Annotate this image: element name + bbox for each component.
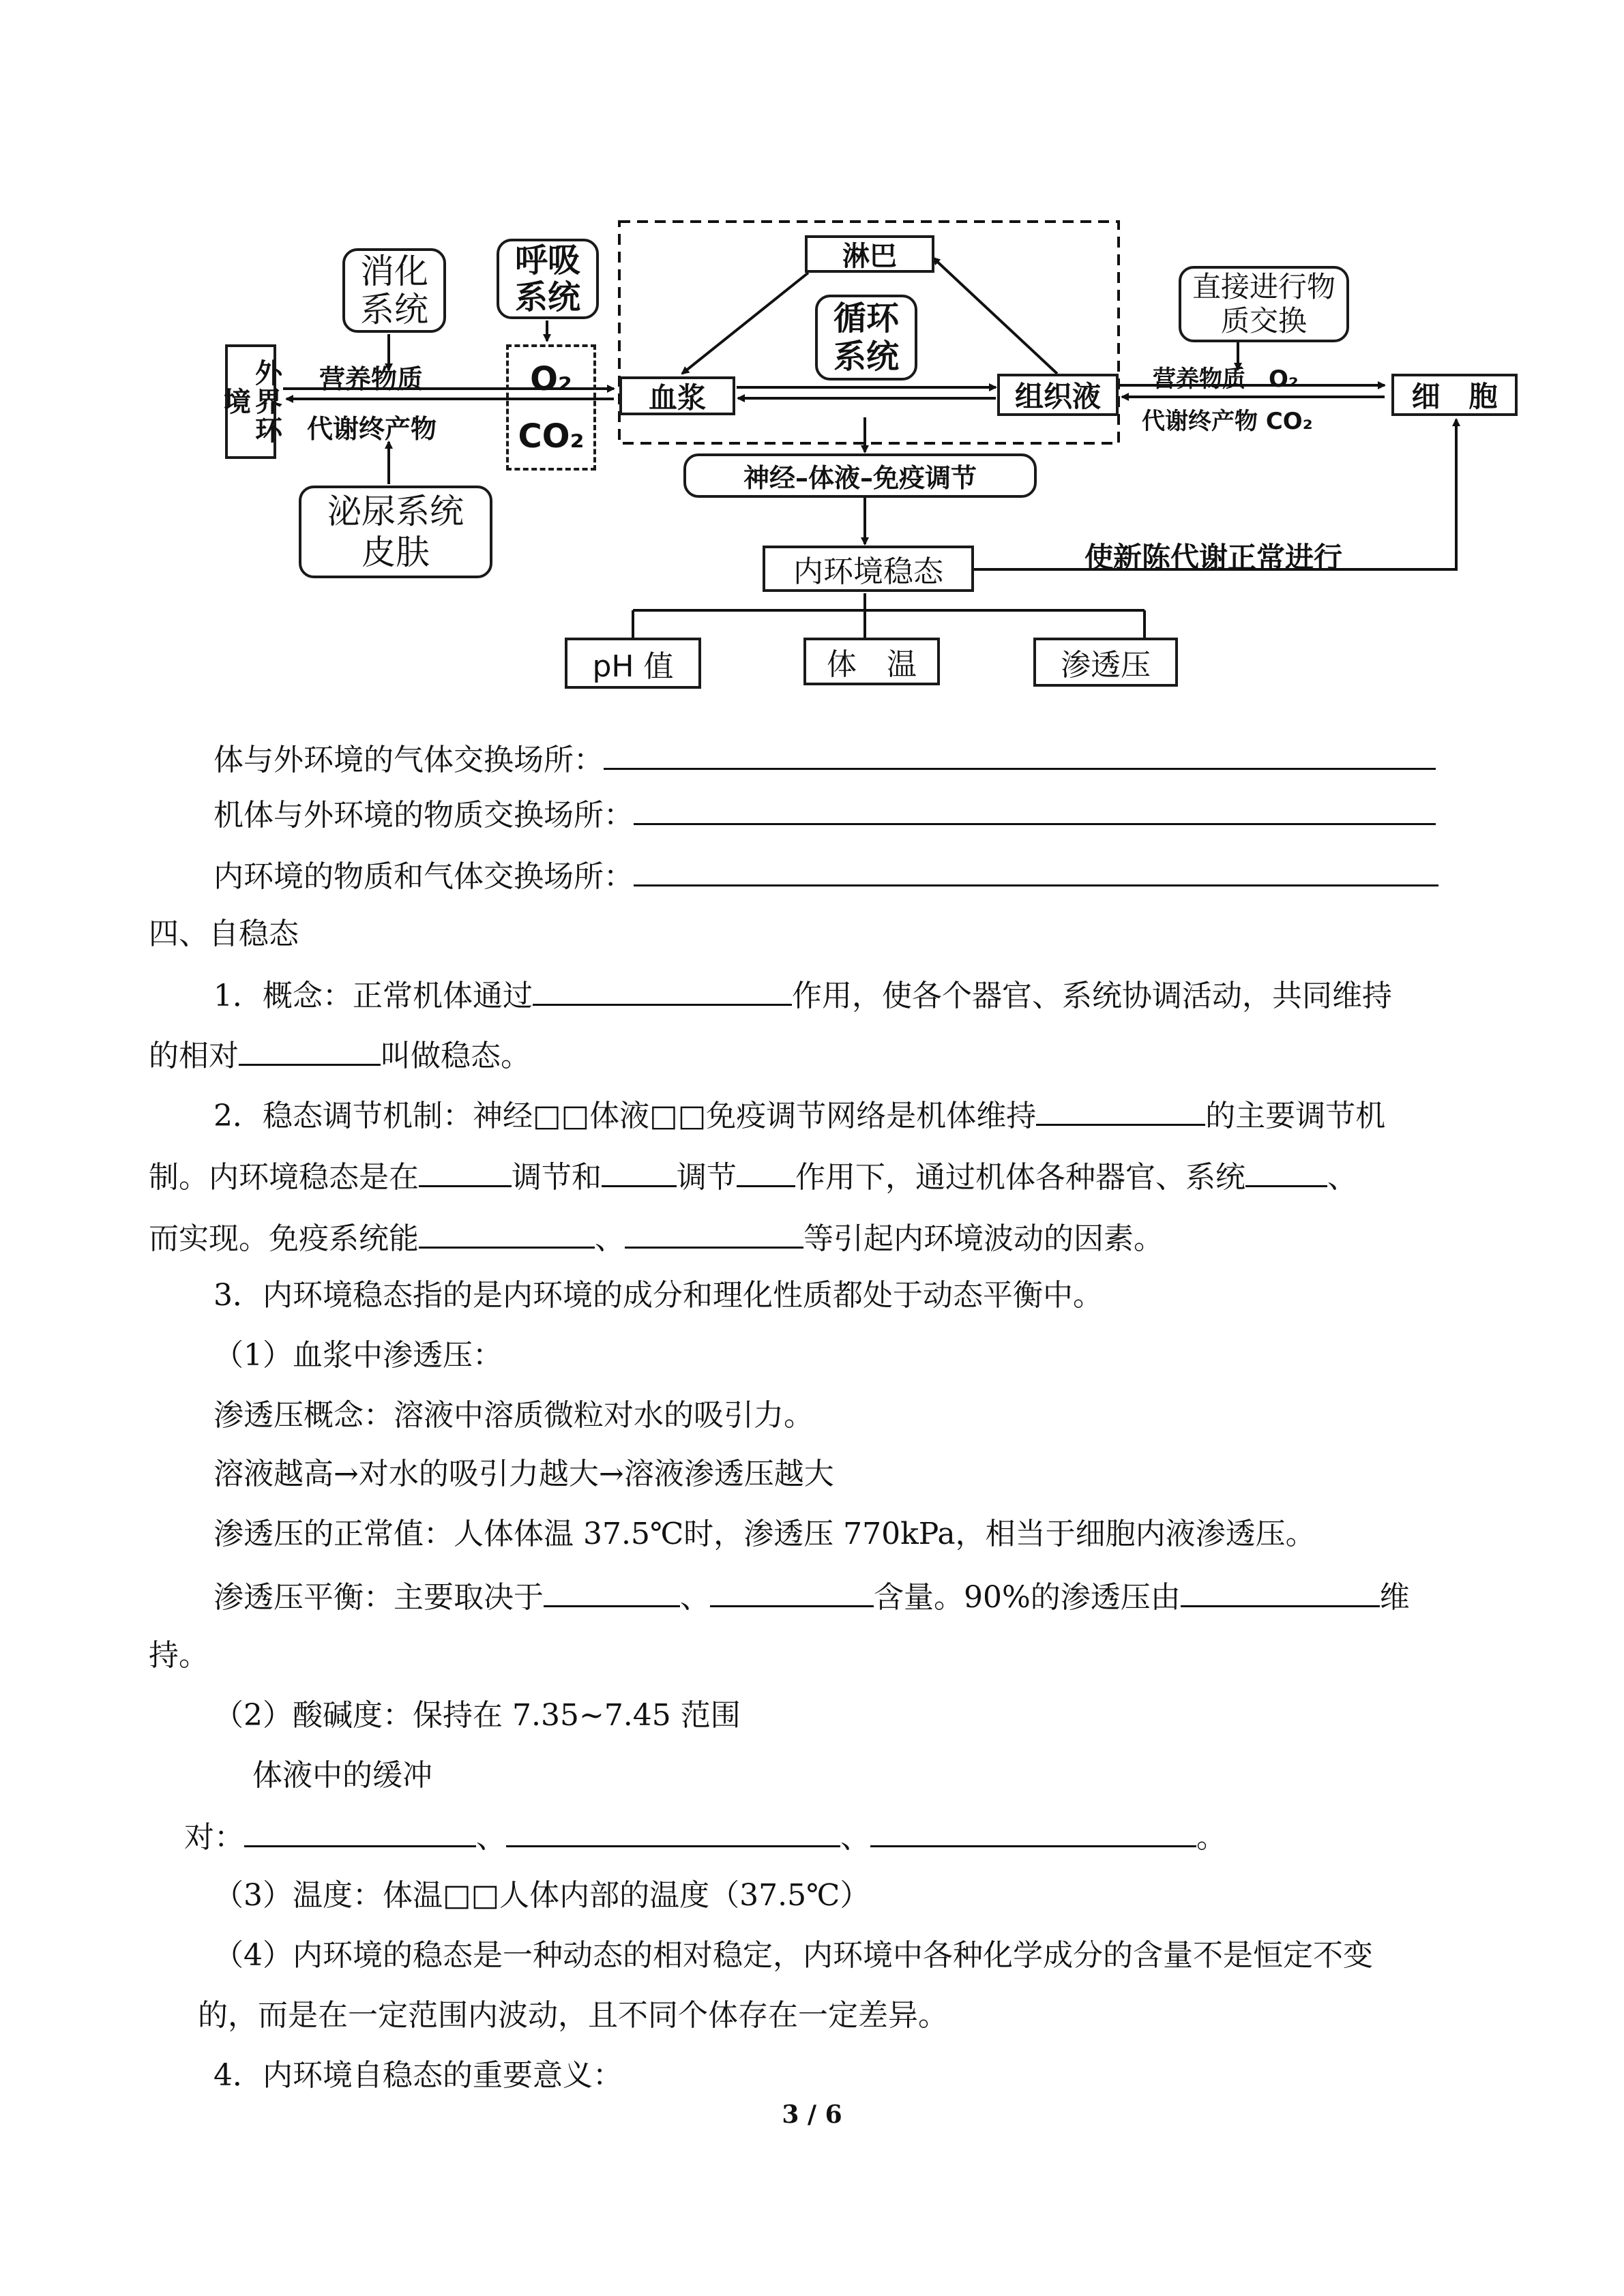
homeostasis-label: 内环境稳态	[793, 554, 943, 589]
dynamic-stability-line1: （4）内环境的稳态是一种动态的相对稳定，内环境中各种化学成分的含量不是恒定不变	[213, 1938, 1373, 1973]
answer-blank[interactable]	[1245, 1155, 1327, 1187]
line-internal-exchange	[213, 854, 1438, 897]
answer-blank[interactable]	[506, 1815, 840, 1847]
digestive-system-box	[342, 248, 446, 333]
buffer-pairs-line: 对： 、 、 。	[184, 1815, 1226, 1858]
lymph-box	[805, 235, 934, 273]
line-gas-exchange	[213, 738, 1436, 781]
regulation-label: 神经–体液–免疫调节	[743, 463, 977, 493]
ph-line: （2）酸碱度：保持在 7.35~7.45 范围	[213, 1698, 741, 1733]
plasma-label: 血浆	[648, 381, 706, 415]
answer-blank[interactable]	[634, 793, 1436, 825]
answer-blank[interactable]	[1181, 1575, 1380, 1607]
osmotic-chain-line: 溶液越高→对水的吸引力越大→溶液渗透压越大	[213, 1457, 834, 1491]
answer-blank[interactable]	[870, 1815, 1196, 1847]
answer-blank[interactable]	[419, 1217, 595, 1249]
urinary-system-label: 泌尿系统	[327, 492, 464, 531]
digestive-system-label: 消化系统	[360, 252, 428, 329]
ph-box	[565, 638, 701, 689]
circulatory-system-label: 循环系统	[833, 299, 899, 376]
external-environment-label: 外界环境	[219, 359, 282, 445]
dynamic-stability-line2: 的，而是在一定范围内波动，且不同个体存在一定差异。	[198, 1998, 948, 2033]
answer-blank[interactable]	[533, 974, 792, 1006]
page-number: 3 / 6	[782, 2100, 842, 2129]
answer-blank[interactable]	[625, 1217, 803, 1249]
cell-box	[1391, 374, 1518, 416]
concept-paragraph-line2: 的相对 叫做稳态。	[149, 1034, 531, 1077]
osmotic-heading: （1）血浆中渗透压：	[213, 1338, 503, 1373]
answer-blank[interactable]	[602, 1155, 677, 1187]
co2-label: CO₂	[518, 417, 585, 456]
temperature-box	[803, 638, 940, 685]
cell-label: 细 胞	[1411, 380, 1498, 413]
answer-blank[interactable]	[419, 1155, 512, 1187]
gas-box	[506, 344, 596, 471]
significance-line: 4．内环境自稳态的重要意义：	[213, 2058, 623, 2093]
circulatory-system-box	[815, 295, 917, 381]
answer-blank[interactable]	[244, 1815, 476, 1847]
answer-blank[interactable]	[604, 738, 1436, 770]
temperature-label: 体 温	[827, 647, 917, 682]
answer-blank[interactable]	[737, 1155, 795, 1187]
mechanism-paragraph-line3: 而实现。免疫系统能 、 等引起内环境波动的因素。	[149, 1217, 1164, 1259]
external-environment-box	[219, 344, 282, 459]
section-heading: 四、自稳态	[149, 916, 299, 951]
answer-blank[interactable]	[634, 854, 1438, 886]
respiratory-system-label: 呼吸系统	[514, 241, 580, 316]
osmotic-normal-line: 渗透压的正常值：人体体温 37.5℃时，渗透压 770kPa，相当于细胞内液渗透压。	[213, 1517, 1316, 1551]
waste-right-label: 代谢终产物 CO₂	[1142, 408, 1313, 435]
buffer-line: 体液中的缓冲	[252, 1758, 432, 1793]
ph-label: pH 值	[592, 648, 674, 684]
dynamic-balance-line: 3．内环境稳态指的是内环境的成分和理化性质都处于动态平衡中。	[213, 1278, 1103, 1313]
osmotic-concept-line: 渗透压概念：溶液中溶质微粒对水的吸引力。	[213, 1398, 814, 1433]
mechanism-paragraph-line2: 制。内环境稳态是在 调节和 调节 作用下，通过机体各种器官、系统 、	[149, 1155, 1357, 1198]
answer-blank[interactable]	[1036, 1094, 1205, 1126]
tissue-fluid-label: 组织液	[1014, 380, 1101, 413]
gas-exchange-text: 体与外环境的气体交换场所：	[213, 743, 604, 777]
skin-label: 皮肤	[361, 533, 430, 572]
line-material-exchange	[213, 793, 1436, 836]
o2-label: O₂	[530, 359, 572, 398]
answer-blank[interactable]	[710, 1575, 874, 1607]
lymph-label: 淋巴	[842, 241, 897, 272]
regulation-box	[683, 453, 1037, 498]
plasma-box	[619, 376, 735, 415]
internal-exchange-text: 内环境的物质和气体交换场所：	[213, 859, 634, 894]
metabolism-label: 使新陈代谢正常进行	[1084, 541, 1343, 574]
osmotic-balance-line1: 渗透压平衡：主要取决于 、 含量。90%的渗透压由 维	[213, 1575, 1410, 1618]
material-exchange-text: 机体与外环境的物质交换场所：	[213, 798, 634, 833]
temperature-line: （3）温度：体温□□人体内部的温度（37.5℃）	[213, 1878, 870, 1913]
mechanism-paragraph-line1: 2．稳态调节机制：神经□□体液□□免疫调节网络是机体维持 的主要调节机	[213, 1094, 1385, 1137]
answer-blank[interactable]	[239, 1034, 381, 1066]
osmotic-balance-line2: 持。	[149, 1638, 209, 1673]
nutrients-right-label: 营养物质 O₂	[1153, 366, 1299, 393]
homeostasis-box	[763, 546, 974, 592]
direct-exchange-box	[1179, 266, 1349, 342]
concept-paragraph-line1: 1．概念：正常机体通过 作用，使各个器官、系统协调活动，共同维持	[213, 974, 1392, 1017]
tissue-fluid-box	[997, 374, 1119, 416]
homeostasis-diagram	[0, 0, 1624, 709]
osmotic-pressure-box	[1033, 638, 1178, 687]
osmotic-pressure-label: 渗透压	[1061, 648, 1151, 683]
respiratory-system-box	[497, 239, 599, 319]
waste-left-label: 代谢终产物	[307, 414, 437, 444]
direct-exchange-label: 直接进行物质交换	[1192, 270, 1336, 338]
answer-blank[interactable]	[544, 1575, 680, 1607]
nutrients-left-label: 营养物质	[319, 364, 424, 394]
urinary-skin-box	[299, 486, 492, 578]
